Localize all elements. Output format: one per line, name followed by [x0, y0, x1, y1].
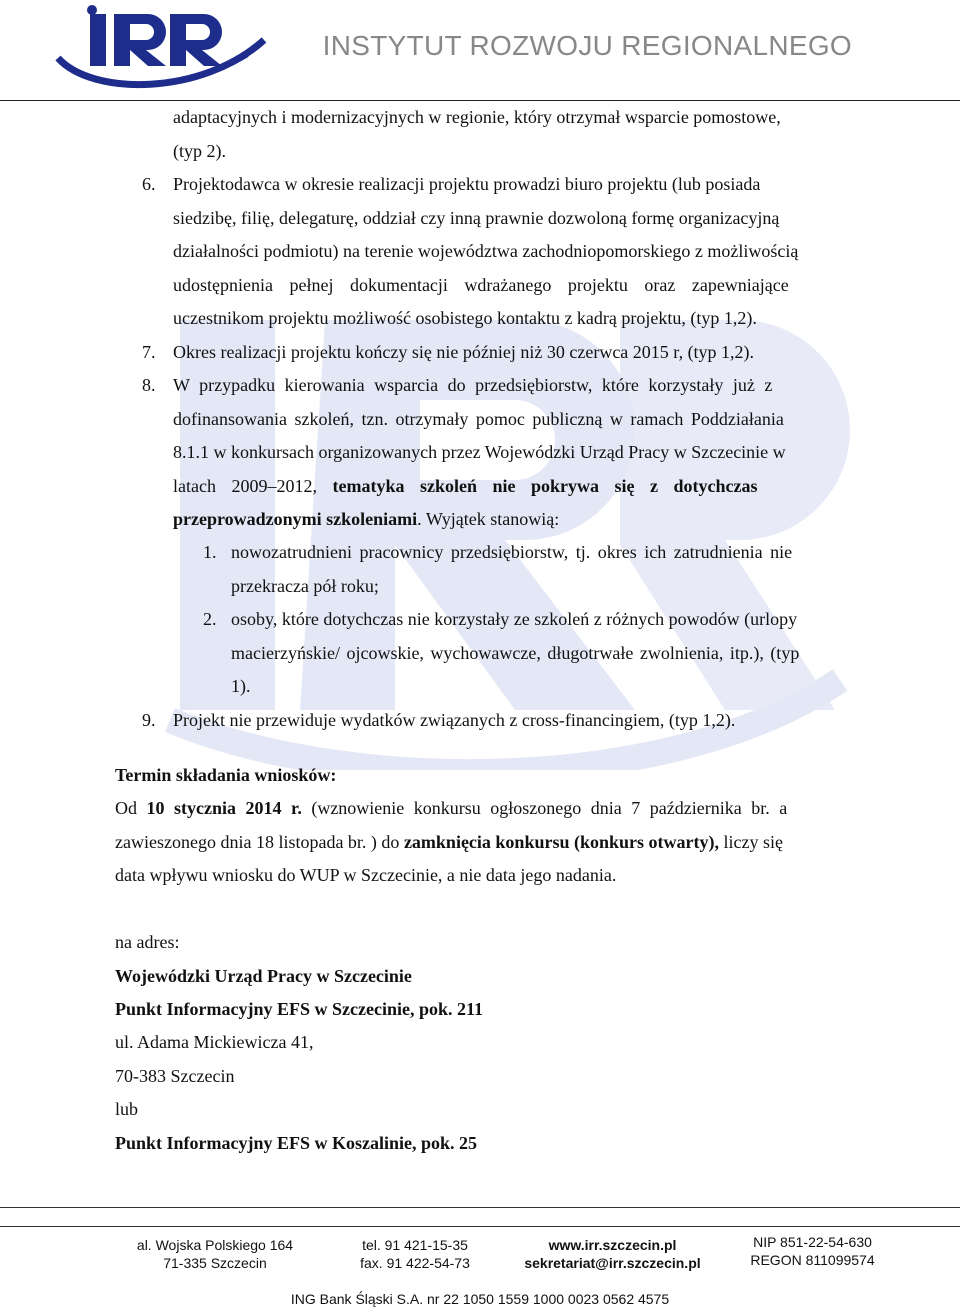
footer-web — [505, 1236, 720, 1272]
item6-line4: udostępnienia pełnej dokumentacji wdrażanego projektu oraz zapewniające — [173, 275, 789, 295]
item7-text: Okres realizacji projektu kończy się nie później niż 30 czerwca 2015 r, (typ 1,2). — [173, 342, 755, 362]
item6-number: 6. — [142, 174, 156, 194]
footer-tel: tel. 91 421-15-35 — [362, 1237, 468, 1253]
footer-address — [120, 1236, 310, 1272]
item8-line4-bold: tematyka szkoleń nie pokrywa się z dotychczas — [332, 476, 758, 496]
irr-logo — [52, 0, 272, 92]
sub1-number: 1. — [203, 542, 217, 562]
page-header — [0, 0, 960, 104]
address-city: 70-383 Szczecin — [115, 1066, 235, 1086]
item9-number: 9. — [142, 710, 156, 730]
address-point2 — [115, 1132, 477, 1154]
deadline-date: 10 stycznia 2014 r. — [146, 798, 302, 818]
footer-divider-top — [0, 1207, 960, 1208]
deadline-line2-end: liczy się — [723, 832, 783, 852]
item6-line3: działalności podmiotu) na terenie województwa zachodniopomorskiego z możliwością — [173, 241, 799, 261]
item8-line3: 8.1.1 w konkursach organizowanych przez Wojewódzki Urząd Pracy w Szczecinie w — [173, 442, 786, 462]
deadline-line1 — [115, 797, 787, 819]
item8-line1: W przypadku kierowania wsparcia do przedsiębiorstw, które korzystały już z — [173, 375, 773, 395]
footer-divider-bottom — [0, 1226, 960, 1227]
item8-line5-bold: przeprowadzonymi szkoleniami — [173, 509, 418, 529]
header-divider — [0, 100, 960, 101]
sub2-line1: osoby, które dotychczas nie korzystały ze szkoleń z różnych powodów (urlopy — [231, 609, 798, 629]
item6-line5: uczestnikom projektu możliwość osobistego kontaktu z kadrą projektu, (typ 1,2). — [173, 308, 757, 328]
item9-text: Projekt nie przewiduje wydatków związanych z cross-financingiem, (typ 1,2). — [173, 710, 736, 730]
sub1-line2: przekracza pół roku; — [231, 576, 379, 596]
address-point1-text: Punkt Informacyjny EFS w Szczecinie, pok. 211 — [115, 999, 484, 1019]
address-street: ul. Adama Mickiewicza 41, — [115, 1032, 314, 1052]
item8-line5 — [173, 508, 559, 530]
footer-nip: NIP 851-22-54-630 — [753, 1234, 872, 1250]
sub2-number: 2. — [203, 609, 217, 629]
footer-www-link[interactable] — [505, 1236, 720, 1254]
footer-phone — [345, 1236, 485, 1272]
deadline-od: Od — [115, 798, 137, 818]
deadline-heading — [115, 764, 336, 786]
item8-number: 8. — [142, 375, 156, 395]
deadline-line2 — [115, 831, 783, 853]
address-intro: na adres: — [115, 932, 180, 952]
footer-regon: REGON 811099574 — [750, 1252, 875, 1268]
footer-bank: ING Bank Śląski S.A. nr 22 1050 1559 1000 0023 0562 4575 — [290, 1291, 670, 1307]
deadline-heading-text: Termin składania wniosków: — [115, 765, 337, 785]
sub2-line2: macierzyńskie/ ojcowskie, wychowawcze, długotrwałe zwolnienia, itp.), (typ — [231, 643, 800, 663]
deadline-line2-bold: zamknięcia konkursu (konkurs otwarty), — [403, 832, 719, 852]
address-or: lub — [115, 1099, 139, 1119]
address-point2-text: Punkt Informacyjny EFS w Koszalinie, pok. 25 — [115, 1133, 478, 1153]
footer-email-text[interactable]: sekretariat@irr.szczecin.pl — [524, 1255, 701, 1271]
footer-registry — [740, 1233, 885, 1269]
institute-name: INSTYTUT ROZWOJU REGIONALNEGO — [322, 30, 852, 61]
item5-line1: adaptacyjnych i modernizacyjnych w regionie, który otrzymał wsparcie pomostowe, — [173, 107, 781, 127]
deadline-line2-plain: zawieszonego dnia 18 listopada br. ) do — [115, 832, 400, 852]
address-point1 — [115, 998, 483, 1020]
item6-line1: Projektodawca w okresie realizacji projektu prowadzi biuro projektu (lub posiada — [173, 174, 761, 194]
item8-line2: dofinansowania szkoleń, tzn. otrzymały pomoc publiczną w ramach Poddziałania — [173, 409, 784, 429]
footer-email-link[interactable] — [505, 1254, 720, 1272]
footer-www-text[interactable]: www.irr.szczecin.pl — [548, 1237, 677, 1253]
item8-line4 — [173, 475, 757, 497]
footer-postcode: 71-335 Szczecin — [163, 1255, 267, 1271]
deadline-line3: data wpływu wniosku do WUP w Szczecinie, a nie data jego nadania. — [115, 865, 617, 885]
item8-line4-plain: latach 2009–2012, — [173, 476, 317, 496]
item7-number: 7. — [142, 342, 156, 362]
item6-line2: siedzibę, filię, delegaturę, oddział czy inną prawnie dozwoloną formę organizacyjną — [173, 208, 780, 228]
footer-street: al. Wojska Polskiego 164 — [136, 1237, 294, 1253]
address-org-text: Wojewódzki Urząd Pracy w Szczecinie — [115, 966, 412, 986]
item8-line5-plain: . Wyjątek stanowią: — [417, 509, 560, 529]
footer-fax: fax. 91 422-54-73 — [360, 1255, 470, 1271]
sub1-line1: nowozatrudnieni pracownicy przedsiębiorstw, tj. okres ich zatrudnienia nie — [231, 542, 793, 562]
address-org — [115, 965, 412, 987]
sub2-line3: 1). — [231, 676, 251, 696]
item5-line2: (typ 2). — [173, 141, 226, 161]
deadline-line1-rest: (wznowienie konkursu ogłoszonego dnia 7 października br. a — [311, 798, 788, 818]
